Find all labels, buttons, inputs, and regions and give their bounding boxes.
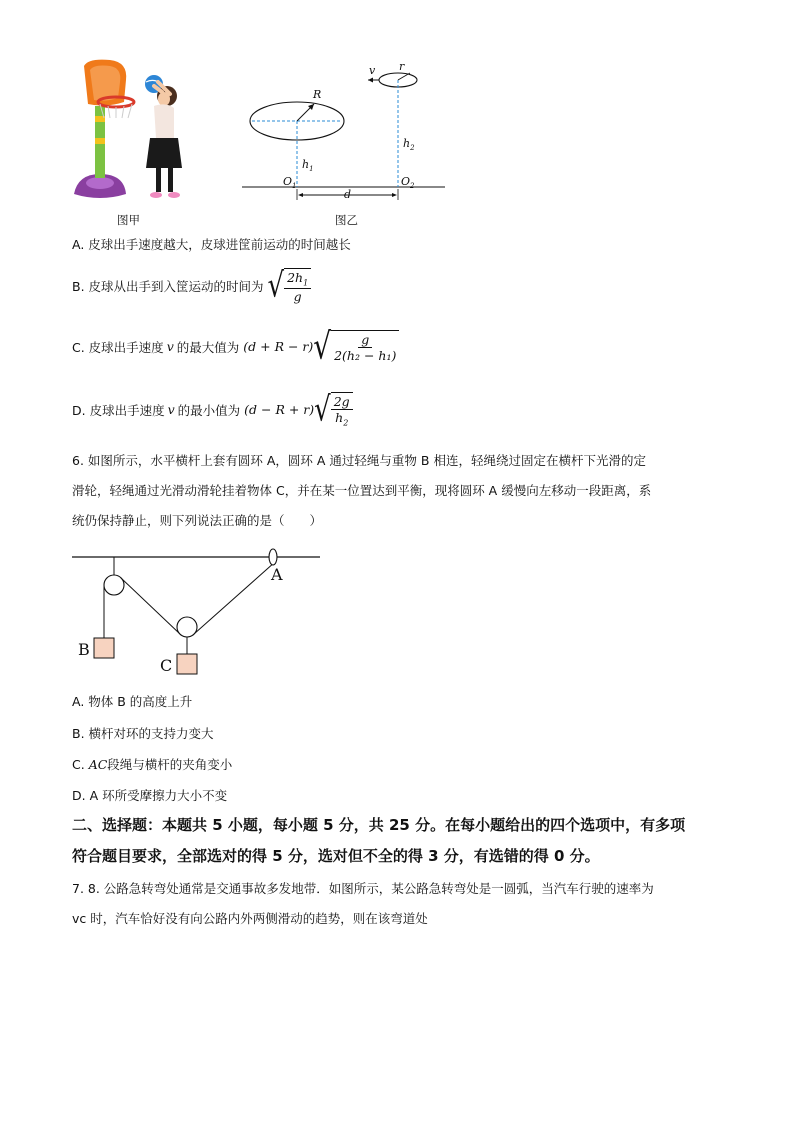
q5-option-c: C. 皮球出手速度 v 的最大值为 (d + R − r) √ $\frac{g}{\text{2(h₂ − h₁)}}$ xyxy=(72,330,399,363)
q6-option-b: B. 横杆对环的支持力变大 xyxy=(72,726,214,741)
figure-jia-image xyxy=(66,56,196,206)
q6-label-c: C xyxy=(160,656,173,675)
q7-stem xyxy=(72,874,722,934)
label-O1: $O_1$ xyxy=(283,175,297,191)
q6-stem-line-1: 6. 如图所示，水平横杆上套有圆环 A，圆环 A 通过轻绳与重物 B 相连，轻绳绕过固定在横杆下光滑的定 xyxy=(72,453,646,468)
figure-jia-caption: 图甲 xyxy=(117,213,140,227)
label-r: r xyxy=(399,60,405,73)
label-h1: $h_1$ xyxy=(302,158,314,174)
q6-option-c: C. AC段绳与横杆的夹角变小 xyxy=(72,757,233,772)
q7-line-2: vc 时，汽车恰好没有向公路内外两侧滑动的趋势，则在该弯道处 xyxy=(72,911,428,926)
label-R: R xyxy=(313,88,322,101)
q6-pulley-diagram xyxy=(70,542,330,682)
q5-option-d-formula: √ $\frac{2g}{h_2}$ xyxy=(314,392,353,428)
q6-label-b: B xyxy=(78,640,90,659)
section-2-line-1: 二、选择题：本题共 5 小题，每小题 5 分，共 25 分。在每小题给出的四个选项中，有多项 xyxy=(72,816,686,834)
q5-option-b xyxy=(72,268,311,304)
figure-yi-diagram xyxy=(240,58,450,208)
q5-option-a: A. 皮球出手速度越大，皮球进筐前运动的时间越长 xyxy=(72,237,351,252)
section-2-heading xyxy=(72,810,732,872)
q6-stem-line-2: 滑轮，轻绳通过光滑动滑轮挂着物体 C，并在某一位置达到平衡，现将圆环 A 缓慢向左移动一段距离，系 xyxy=(72,483,652,498)
label-O2: $O_2$ xyxy=(401,175,415,191)
figure-yi-caption: 图乙 xyxy=(335,213,358,227)
section-2-line-2: 符合题目要求，全部选对的得 5 分，选对但不全的得 3 分，有选错的得 0 分。 xyxy=(72,847,600,865)
q6-option-a: A. 物体 B 的高度上升 xyxy=(72,694,193,709)
q6-option-d: D. A 环所受摩擦力大小不变 xyxy=(72,788,228,803)
q7-line-1: 7. 8. 公路急转弯处通常是交通事故多发地带．如图所示，某公路急转弯处是一圆弧，当汽车行驶的速率为 xyxy=(72,881,654,896)
q6-stem-line-3: 统仍保持静止，则下列说法正确的是（ ） xyxy=(72,513,323,528)
q6-stem xyxy=(72,446,722,536)
label-v: v xyxy=(369,64,376,77)
label-h2: $h_2$ xyxy=(403,137,415,153)
q5-option-c-formula: √ $\frac{g}{\text{2(h₂ − h₁)}}$ xyxy=(313,330,399,363)
label-d: d xyxy=(344,188,352,201)
q6-label-a: A xyxy=(271,565,283,584)
q5-option-d: D. 皮球出手速度 v 的最小值为 (d − R + r) √ $\frac{2g}{h_2}$ xyxy=(72,392,353,428)
q5-option-b-formula: √ $\frac{2h_1}{g}$ xyxy=(268,268,312,304)
q5-option-b-text: B. 皮球从出手到入筐运动的时间为 xyxy=(72,278,264,294)
